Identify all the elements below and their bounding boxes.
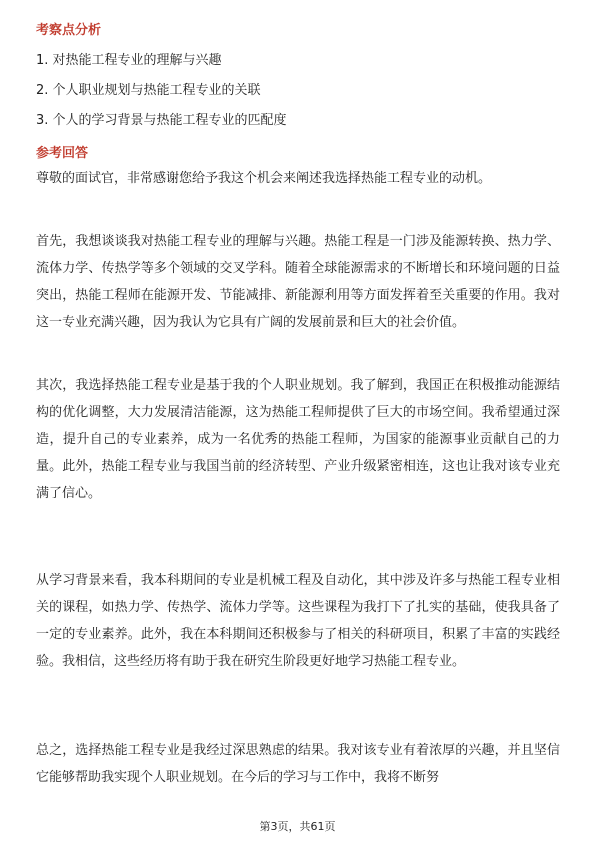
analysis-point-3: 3. 个人的学习背景与热能工程专业的匹配度 [36, 113, 287, 128]
answer-paragraph-background: 从学习背景来看，我本科期间的专业是机械工程及自动化，其中涉及许多与热能工程专业相关的课程，如热力学、传热学、流体力学等。这些课程为我打下了扎实的基础，使我具备了一定的专业素养。此外，我在本科期间还积极参与了相关的科研项目，积累了丰富的实践经验。我相信，这些经历将有助于我在研究生阶段更好地学习热能工程专业。 [36, 573, 560, 669]
analysis-point-1: 1. 对热能工程专业的理解与兴趣 [36, 53, 222, 68]
answer-paragraph-second: 其次，我选择热能工程专业是基于我的个人职业规划。我了解到，我国正在积极推动能源结构的优化调整，大力发展清洁能源，这为热能工程师提供了巨大的市场空间。我希望通过深造，提升自己的专业素养，成为一名优秀的热能工程师，为国家的能源事业贡献自己的力量。此外，热能工程专业与我国当前的经济转型、产业升级紧密相连，这也让我对该专业充满了信心。 [36, 378, 560, 501]
page-number: 第3页，共61页 [259, 820, 336, 833]
answer-heading: 参考回答 [36, 146, 89, 161]
answer-paragraph-conclusion: 总之，选择热能工程专业是我经过深思熟虑的结果。我对该专业有着浓厚的兴趣，并且坚信它能够帮助我实现个人职业规划。在今后的学习与工作中，我将不断努 [36, 743, 560, 785]
analysis-point-2: 2. 个人职业规划与热能工程专业的关联 [36, 83, 261, 98]
analysis-heading: 考察点分析 [36, 23, 102, 38]
answer-paragraph-intro: 尊敬的面试官，非常感谢您给予我这个机会来阐述我选择热能工程专业的动机。 [36, 171, 492, 186]
answer-paragraph-first: 首先，我想谈谈我对热能工程专业的理解与兴趣。热能工程是一门涉及能源转换、热力学、流体力学、传热学等多个领域的交叉学科。随着全球能源需求的不断增长和环境问题的日益突出，热能工程师在能源开发、节能减排、新能源利用等方面发挥着至关重要的作用。我对这一专业充满兴趣，因为我认为它具有广阔的发展前景和巨大的社会价值。 [36, 234, 560, 330]
